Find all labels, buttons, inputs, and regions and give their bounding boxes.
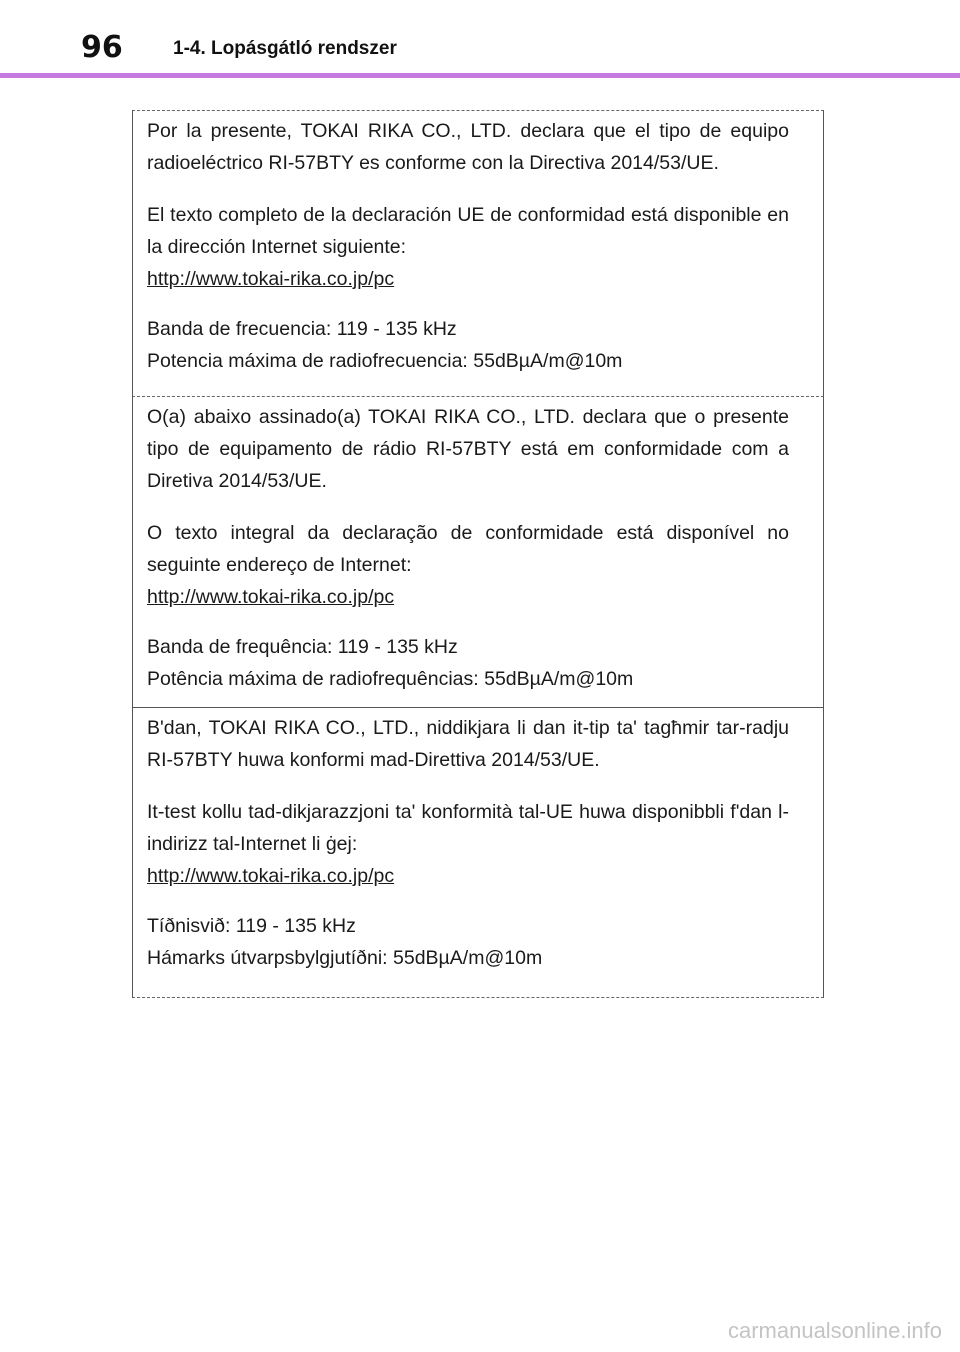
page-number: 96 xyxy=(81,30,123,65)
page-header xyxy=(0,0,960,80)
declaration-portuguese xyxy=(132,397,824,708)
max-power: Hámarks útvarpsbylgjutíðni: 55dBµA/m@10m xyxy=(147,947,543,969)
declaration-text: Por la presente, TOKAI RIKA CO., LTD. declara que el tipo de equipo radioeléctrico RI-57BTY es conforme con la Directiva 2014/53/UE. xyxy=(147,120,789,174)
declaration-availability: O texto integral da declaração de conformidade está disponível no seguinte endereço de Internet: xyxy=(147,522,789,576)
watermark: carmanualsonline.info xyxy=(727,1318,942,1343)
frequency-band: Banda de frequência: 119 - 135 kHz xyxy=(147,636,458,658)
declaration-text: O(a) abaixo assinado(a) TOKAI RIKA CO., LTD. declara que o presente tipo de equipamento de rádio RI-57BTY está em conformidade com a Diretiva 2014/53/UE. xyxy=(147,406,789,492)
frequency-band: Banda de frecuencia: 119 - 135 kHz xyxy=(147,318,457,340)
declaration-availability: It-test kollu tad-dikjarazzjoni ta' konformità tal-UE huwa disponibbli f'dan l-indirizz tal-Internet li ġej: xyxy=(147,801,789,855)
declaration-url-link[interactable]: http://www.tokai-rika.co.jp/pc xyxy=(147,586,395,608)
section-title: 1-4. Lopásgátló rendszer xyxy=(173,38,397,59)
declaration-text: B'dan, TOKAI RIKA CO., LTD., niddikjara li dan it-tip ta' tagħmir tar-radju RI-57BTY huwa konformi mad-Direttiva 2014/53/UE. xyxy=(147,717,789,771)
declaration-url-link[interactable]: http://www.tokai-rika.co.jp/pc xyxy=(147,268,395,290)
header-rule xyxy=(0,73,960,78)
declaration-spanish xyxy=(132,110,824,397)
max-power: Potencia máxima de radiofrecuencia: 55dBµA/m@10m xyxy=(147,350,623,372)
max-power: Potência máxima de radiofrequências: 55dBµA/m@10m xyxy=(147,668,634,690)
frequency-band: Tíðnisvið: 119 - 135 kHz xyxy=(147,915,356,937)
declaration-availability: El texto completo de la declaración UE de conformidad está disponible en la dirección Internet siguiente: xyxy=(147,204,789,258)
declaration-maltese xyxy=(132,708,824,998)
declaration-url-link[interactable]: http://www.tokai-rika.co.jp/pc xyxy=(147,865,395,887)
